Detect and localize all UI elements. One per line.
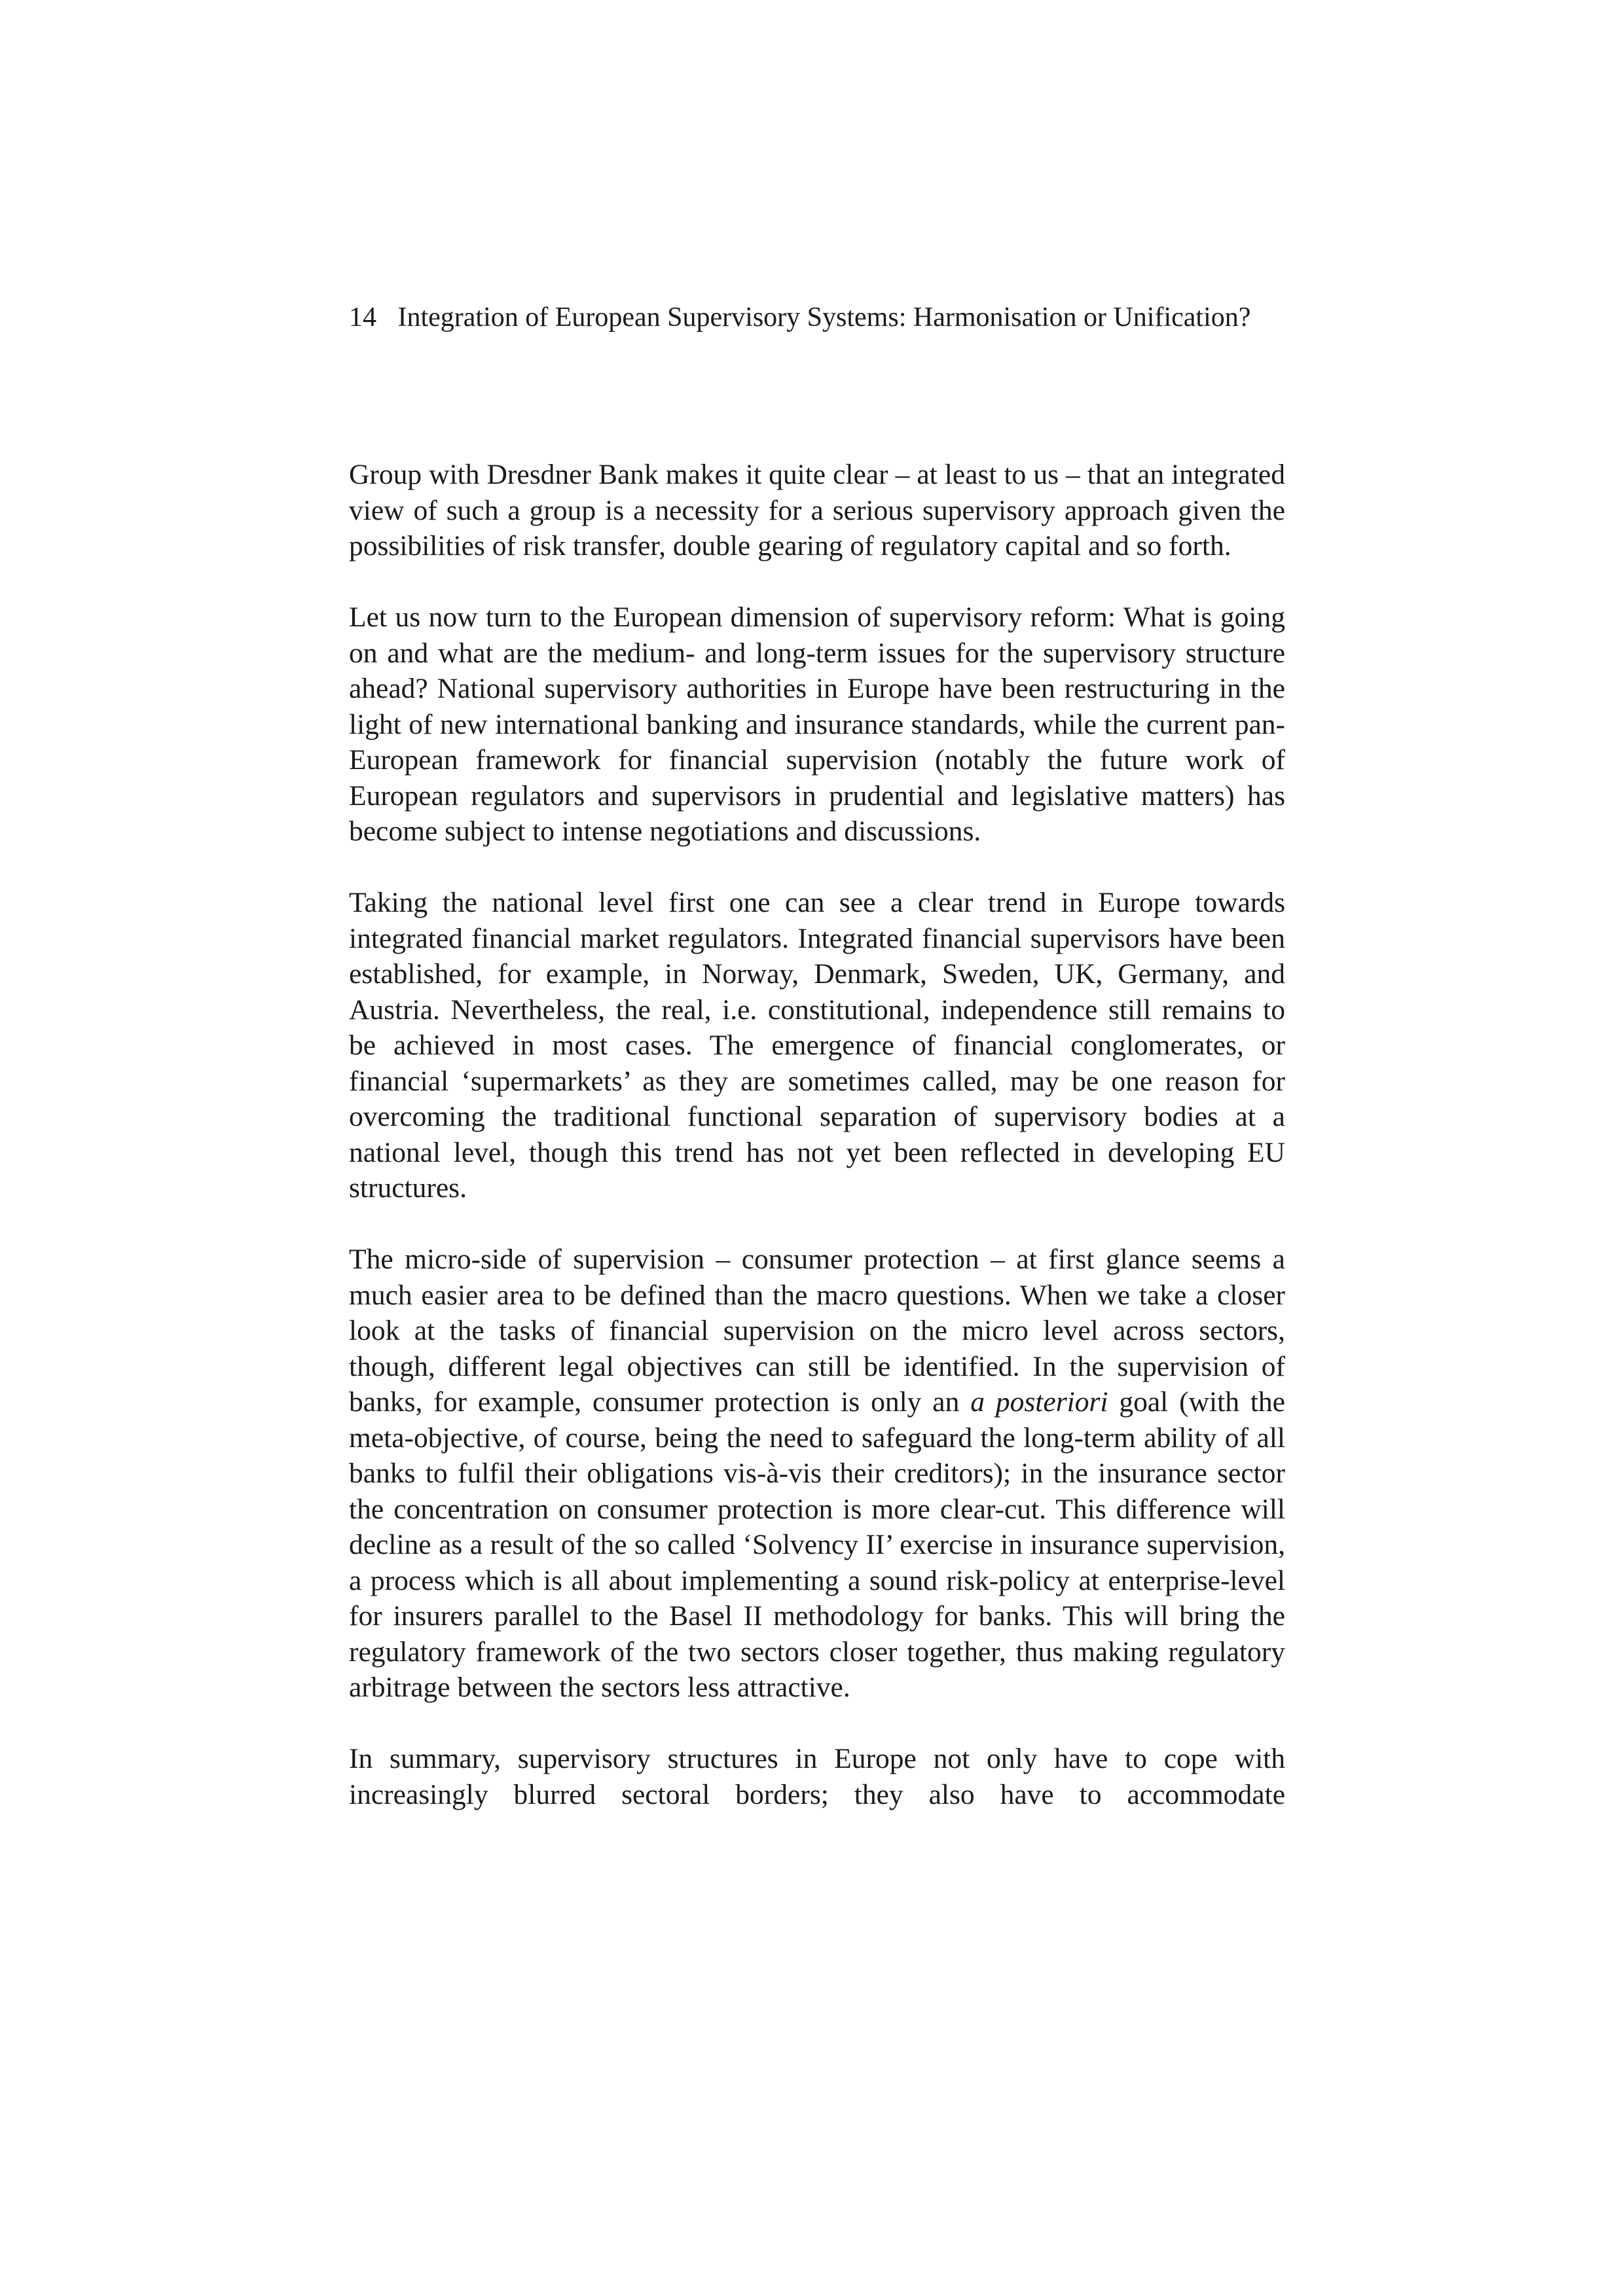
paragraph-text-segment: goal (with the meta-objective, of course, being the need to safeguard the long-term ability of all banks to fulfil their obligations vis-à-vis their creditors); in the insurance sector the concentration on consumer protection is more clear-cut. This difference will decline as a result of the so called ‘Solvency II’ exercise in insurance supervision, a process which is all about implementing a sound risk-policy at enterprise-level for insurers parallel to the Basel II methodology for banks. This will bring the regulatory framework of the two sectors closer together, thus making regulatory arbitrage between the sectors less attractive.: [349, 1386, 1285, 1703]
paragraph: Group with Dresdner Bank makes it quite clear – at least to us – that an integrated view of such a group is a necessity for a serious supervisory approach given the possibilities of risk transfer, double gearing of regulatory capital and so forth.: [349, 459, 1285, 562]
body-text: [349, 457, 1285, 1812]
running-header: [349, 300, 1292, 335]
paragraph: Taking the national level first one can see a clear trend in Europe towards integrated financial market regulators. Integrated financial supervisors have been established, for example, in Norway, Denmark, Sweden, UK, Germany, and Austria. Nevertheless, the real, i.e. constitutional, independence still remains to be achieved in most cases. The emergence of financial conglomerates, or financial ‘supermarkets’ as they are sometimes called, may be one reason for overcoming the traditional functional separation of supervisory bodies at a national level, though this trend has not yet been reflected in developing EU structures.: [349, 887, 1285, 1204]
paragraph-text-segment: The micro-side of supervision – consumer protection – at first glance seems a much easier area to be defined than the macro questions. When we take a closer look at the tasks of financial supervision on the micro level across sectors, though, different legal objectives can still be identified. In the supervision of banks, for example, consumer protection is only an: [349, 1244, 1285, 1418]
page-number: 14: [349, 302, 376, 332]
paragraph: Let us now turn to the European dimension of supervisory reform: What is going on and what are the medium- and long-term issues for the supervisory structure ahead? National supervisory authorities in Europe have been restructuring in the light of new international banking and insurance standards, while the current pan-European framework for financial supervision (notably the future work of European regulators and supervisors in prudential and legislative matters) has become subject to intense negotiations and discussions.: [349, 601, 1285, 847]
italic-phrase: a posteriori: [970, 1386, 1108, 1418]
paragraph: [349, 1242, 1285, 1706]
paragraph: In summary, supervisory structures in Europe not only have to cope with increasingly blurred sectoral borders; they also have to accommodate: [349, 1743, 1285, 1810]
running-title: Integration of European Supervisory Systems: Harmonisation or Unification?: [397, 302, 1251, 332]
